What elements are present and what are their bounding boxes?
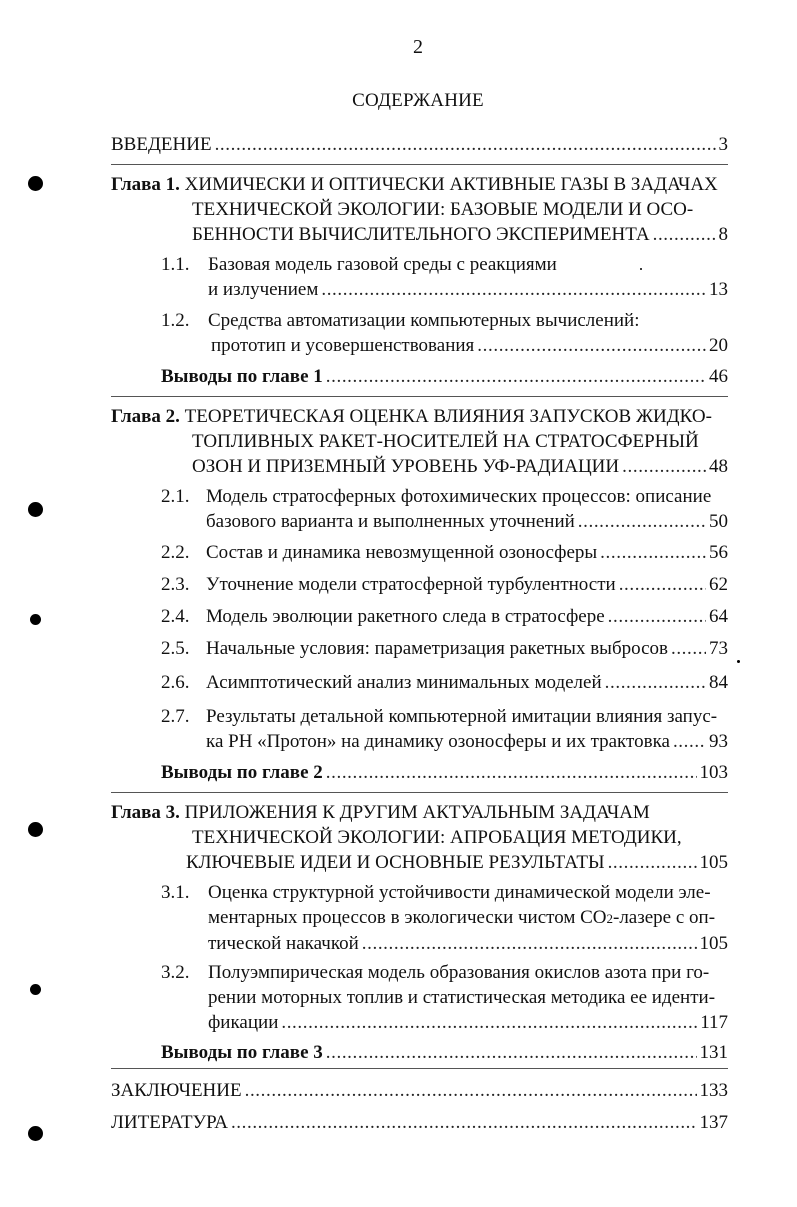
section-title-line: Уточнение модели стратосферной турбулентности — [206, 574, 616, 595]
section-title-line: Полуэмпирическая модель образования окислов азота при го- — [208, 962, 710, 983]
page-ref: 137 — [699, 1112, 728, 1133]
page-ref: 50 — [709, 511, 728, 532]
leader-dots — [605, 670, 706, 695]
toc-entry-conclusion-ch3[interactable] — [161, 1040, 728, 1065]
page-ref: 46 — [709, 366, 728, 387]
leader-dots — [578, 509, 706, 534]
page-ref: 93 — [709, 731, 728, 752]
toc-entry-section-2-7[interactable] — [161, 704, 728, 754]
chapter-title-line: ТОПЛИВНЫХ РАКЕТ-НОСИТЕЛЕЙ НА СТРАТОСФЕРНЫЙ — [192, 431, 699, 452]
leader-dots — [622, 454, 706, 479]
chapter-title-line: ОЗОН И ПРИЗЕМНЫЙ УРОВЕНЬ УФ-РАДИАЦИИ — [192, 456, 620, 477]
section-title-line: Асимптотический анализ минимальных моделей — [206, 672, 602, 693]
entry-text: Выводы по главе 3 — [161, 1042, 323, 1063]
section-number: 3.2. — [161, 962, 190, 983]
section-number: 2.4. — [161, 606, 190, 627]
punch-hole-mark — [28, 176, 43, 191]
toc-entry-conclusion-ch2[interactable] — [161, 760, 728, 785]
punch-hole-mark — [28, 1126, 43, 1141]
chapter-title-line: ТЕХНИЧЕСКОЙ ЭКОЛОГИИ: АПРОБАЦИЯ МЕТОДИКИ, — [192, 827, 682, 848]
toc-entry-section-3-1[interactable] — [161, 880, 728, 956]
toc-entry-conclusion-ch1[interactable] — [161, 364, 728, 389]
section-title-line: Средства автоматизации компьютерных вычислений: — [208, 310, 640, 331]
page-ref: 133 — [699, 1080, 728, 1101]
page-ref: 64 — [709, 606, 728, 627]
page-ref: 73 — [709, 638, 728, 659]
section-number: 2.2. — [161, 542, 190, 563]
leader-dots — [326, 760, 697, 785]
chapter-title-line: БЕННОСТИ ВЫЧИСЛИТЕЛЬНОГО ЭКСПЕРИМЕНТА — [192, 224, 650, 245]
chapter-title-line: ХИМИЧЕСКИ И ОПТИЧЕСКИ АКТИВНЫЕ ГАЗЫ В ЗАДАЧАХ — [184, 174, 718, 195]
toc-entry-section-1-2[interactable] — [161, 308, 728, 358]
leader-dots — [608, 850, 697, 875]
toc-entry-chapter-3[interactable] — [111, 800, 728, 875]
speck-mark — [737, 660, 740, 663]
page-ref: 3 — [718, 134, 728, 155]
section-title-line: Результаты детальной компьютерной имитации влияния запус- — [206, 706, 718, 727]
toc-entry-chapter-2[interactable] — [111, 404, 728, 479]
entry-text: Выводы по главе 1 — [161, 366, 323, 387]
entry-text: ЗАКЛЮЧЕНИЕ — [111, 1080, 242, 1101]
section-number: 2.5. — [161, 638, 190, 659]
page-ref: 13 — [709, 279, 728, 300]
leader-dots — [362, 931, 697, 956]
leader-dots — [326, 1040, 697, 1065]
section-number: 2.1. — [161, 486, 190, 507]
leader-dots — [326, 364, 706, 389]
leader-dots — [671, 636, 706, 661]
leader-dots — [281, 1010, 697, 1035]
section-title-line: ка РН «Протон» на динамику озоносферы и их трактовка — [206, 731, 670, 752]
chapter-label: Глава 1. — [111, 174, 180, 195]
punch-hole-mark — [30, 614, 41, 625]
toc-entry-final-conclusion[interactable] — [111, 1078, 728, 1103]
leader-dots — [653, 222, 716, 247]
section-title-line: Базовая модель газовой среды с реакциями — [208, 254, 557, 275]
punch-hole-mark — [28, 502, 43, 517]
toc-entry-section-2-2[interactable] — [161, 540, 728, 565]
page-ref: 105 — [699, 852, 728, 873]
leader-dots — [600, 540, 706, 565]
toc-entry-section-2-3[interactable] — [161, 572, 728, 597]
separator-rule — [111, 396, 728, 397]
section-title-line: -лазере с оп- — [613, 907, 716, 928]
section-title-line: базового варианта и выполненных уточнений — [206, 511, 575, 532]
chapter-title-line: ТЕОРЕТИЧЕСКАЯ ОЦЕНКА ВЛИЯНИЯ ЗАПУСКОВ ЖИДКО- — [184, 406, 712, 427]
toc-entry-section-2-5[interactable] — [161, 636, 728, 661]
leader-dots — [215, 132, 716, 157]
section-title-line: ментарных процессов в экологически чистом CO — [208, 907, 607, 928]
separator-rule — [111, 164, 728, 165]
subscript: 2 — [606, 911, 613, 926]
entry-text: ЛИТЕРАТУРА — [111, 1112, 228, 1133]
separator-rule — [111, 792, 728, 793]
section-title-line: Состав и динамика невозмущенной озоносферы — [206, 542, 598, 563]
page-number: 2 — [413, 36, 423, 58]
leader-dots — [608, 604, 706, 629]
entry-text: ВВЕДЕНИЕ — [111, 134, 212, 155]
section-title-line: прототип и усовершенствования — [211, 335, 475, 356]
section-number: 2.3. — [161, 574, 190, 595]
chapter-title-line: КЛЮЧЕВЫЕ ИДЕИ И ОСНОВНЫЕ РЕЗУЛЬТАТЫ — [186, 852, 605, 873]
leader-dots — [245, 1078, 697, 1103]
leader-dots — [477, 333, 706, 358]
punch-hole-mark — [28, 822, 43, 837]
leader-dots — [673, 729, 706, 754]
page-ref: 84 — [709, 672, 728, 693]
chapter-label: Глава 3. — [111, 802, 180, 823]
punch-hole-mark — [30, 984, 41, 995]
leader-dots — [619, 572, 706, 597]
page-ref: 20 — [709, 335, 728, 356]
toc-entry-section-2-1[interactable] — [161, 484, 728, 534]
section-title-line: Начальные условия: параметризация ракетных выбросов — [206, 638, 668, 659]
section-title-line: фикации — [208, 1012, 279, 1033]
page-ref: 105 — [699, 933, 728, 954]
toc-entry-section-3-2[interactable] — [161, 960, 728, 1035]
leader-dots — [231, 1110, 697, 1135]
page-ref: 8 — [718, 224, 728, 245]
section-number: 3.1. — [161, 882, 190, 903]
toc-title: СОДЕРЖАНИЕ — [352, 90, 484, 111]
entry-text: Выводы по главе 2 — [161, 762, 323, 783]
section-title-line: Модель стратосферных фотохимических процессов: описание — [206, 486, 712, 507]
section-title-line: Оценка структурной устойчивости динамической модели эле- — [208, 882, 711, 903]
page-ref: 62 — [709, 574, 728, 595]
section-title-line: Модель эволюции ракетного следа в стратосфере — [206, 606, 605, 627]
toc-entry-chapter-1[interactable] — [111, 172, 728, 247]
section-title-line: и излучением — [208, 279, 319, 300]
page-ref: 131 — [699, 1042, 728, 1063]
chapter-label: Глава 2. — [111, 406, 180, 427]
page-ref: 56 — [709, 542, 728, 563]
page-ref: 103 — [699, 762, 728, 783]
section-title-line: рении моторных топлив и статистическая методика ее иденти- — [208, 987, 716, 1008]
leader-dots — [321, 277, 706, 302]
toc-entry-section-2-6[interactable] — [161, 670, 728, 695]
section-number: 1.2. — [161, 310, 190, 331]
toc-entry-section-1-1[interactable] — [161, 252, 728, 302]
chapter-title-line: ПРИЛОЖЕНИЯ К ДРУГИМ АКТУАЛЬНЫМ ЗАДАЧАМ — [184, 802, 650, 823]
section-number: 2.6. — [161, 672, 190, 693]
page-ref: 117 — [700, 1012, 728, 1033]
page-ref: 48 — [709, 456, 728, 477]
section-number: 1.1. — [161, 254, 190, 275]
chapter-title-line: ТЕХНИЧЕСКОЙ ЭКОЛОГИИ: БАЗОВЫЕ МОДЕЛИ И ОСО- — [192, 199, 694, 220]
section-title-line: тической накачкой — [208, 933, 359, 954]
toc-entry-intro[interactable] — [111, 132, 728, 157]
section-number: 2.7. — [161, 706, 190, 727]
separator-rule — [111, 1068, 728, 1069]
toc-entry-references[interactable] — [111, 1110, 728, 1135]
toc-entry-section-2-4[interactable] — [161, 604, 728, 629]
